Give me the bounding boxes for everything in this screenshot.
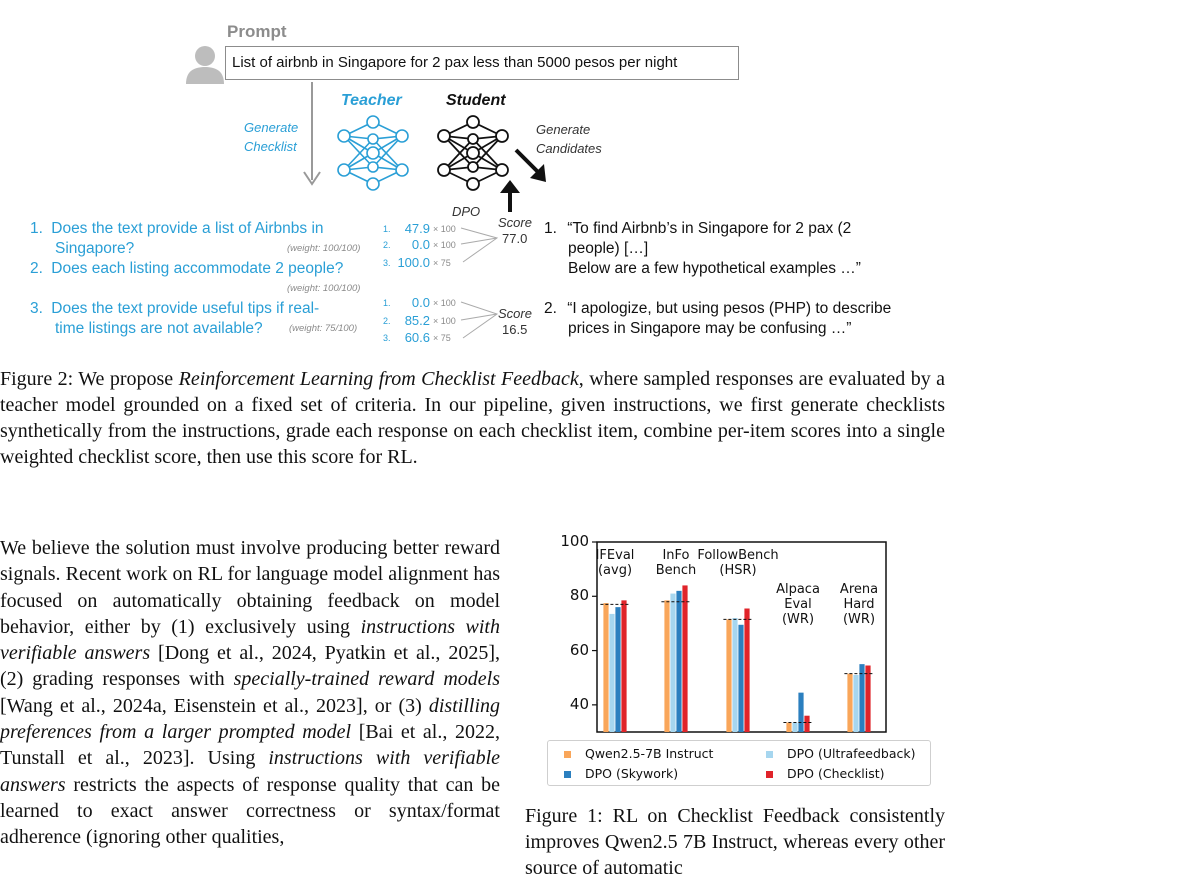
teacher-label: Teacher <box>341 92 402 109</box>
score2-v1: 0.0 <box>411 295 430 310</box>
generate-checklist-label <box>244 118 308 156</box>
legend-item-ultrafeedback <box>766 746 915 761</box>
bar-dpo-skywork- <box>615 607 620 732</box>
bar-dpo-checklist- <box>865 666 870 733</box>
legend-label-ultrafeedback: DPO (Ultrafeedback) <box>787 746 916 761</box>
checklist-item-3 <box>30 299 319 319</box>
chart-legend <box>547 740 931 786</box>
legend-swatch-checklist <box>766 771 773 778</box>
legend-label-skywork: DPO (Skywork) <box>585 766 679 781</box>
y-tick-label: 100 <box>560 532 589 550</box>
checklist-item-2 <box>30 259 343 279</box>
candidate-1-num: 1. <box>544 220 557 237</box>
category-label-line: (HSR) <box>719 563 757 578</box>
category-label-line: Eval <box>784 597 812 612</box>
checklist-item-1 <box>30 219 324 239</box>
bar-qwen2-5-7b-instruct <box>603 603 608 732</box>
body-seg-6: [Bai et al., 2022, Tunstall et al., 2023]. Using <box>0 721 500 770</box>
score1-m2: × 100 <box>433 240 456 250</box>
category-label-line: IFEval <box>595 548 635 563</box>
prompt-box: List of airbnb in Singapore for 2 pax less than 5000 pesos per night <box>225 46 739 80</box>
category-label-line: Hard <box>843 597 875 612</box>
candidate-1-line1: “To find Airbnb’s in Singapore for 2 pax (2 <box>567 220 852 237</box>
score2-n3: 3. <box>383 333 391 343</box>
category-label-line: Arena <box>839 582 879 597</box>
prompt-label: Prompt <box>227 22 287 41</box>
score2-m2: × 100 <box>433 316 456 326</box>
bar-qwen2-5-7b-instruct <box>726 619 731 732</box>
bar-dpo-skywork- <box>798 693 803 732</box>
bar-dpo-ultrafeedback- <box>732 618 737 732</box>
bar-dpo-skywork- <box>859 664 864 732</box>
score2-total: 16.5 <box>502 322 528 337</box>
generate-candidates-line1: Generate <box>536 122 591 137</box>
category-label-line: InFo <box>662 548 690 563</box>
bar-dpo-checklist- <box>744 609 749 733</box>
dpo-label: DPO <box>452 204 481 219</box>
body-seg-0: We believe the solution must involve producing better reward signals. Recent work on RL for language model alignment has focused on automatically obtaining feedback on model behavior, either by (1) exclusively using <box>0 537 500 638</box>
candidate-2-num: 2. <box>544 300 557 317</box>
category-label-line: Alpaca <box>776 582 820 597</box>
bar-dpo-ultrafeedback- <box>853 675 858 732</box>
figure2-caption <box>0 366 945 470</box>
checklist-weight-2: (weight: 100/100) <box>287 283 361 294</box>
legend-item-qwen <box>564 746 713 761</box>
score2-m3: × 75 <box>433 333 451 343</box>
score2-label: Score <box>498 306 532 321</box>
candidate-1-line2: people) […] <box>568 240 649 257</box>
score1-m1: × 100 <box>433 224 456 234</box>
checklist-num-1: 1. <box>30 220 43 237</box>
candidate-1 <box>544 219 861 279</box>
checklist-weight-3: (weight: 75/100) <box>289 323 358 334</box>
figure2-caption-rest: , where sampled responses are evaluated by a teacher model grounded on a fixed set of criteria. In our pipeline, given instructions, we first generate checklists synthetically from the instructions, grade each response on each checklist item, combine per-item scores into a single weighted checklist score, then use this score for RL. <box>0 368 945 468</box>
legend-item-checklist <box>766 766 885 781</box>
checklist-num-2: 2. <box>30 260 43 277</box>
score1-v3: 100.0 <box>397 255 430 270</box>
checklist-text-3a: Does the text provide useful tips if real- <box>51 300 320 317</box>
checklist-text-1b: Singapore? <box>55 240 135 257</box>
figure2-caption-lead: Figure 2: We propose <box>0 368 179 390</box>
generate-candidates-line2: Candidates <box>536 141 602 156</box>
figure1-caption: Figure 1: RL on Checklist Feedback consistently improves Qwen2.5 7B Instruct, whereas every other source of automatic <box>525 805 945 879</box>
checklist-text-2: Does each listing accommodate 2 people? <box>51 260 344 277</box>
score2-v2: 85.2 <box>404 313 430 328</box>
category-label-line: FollowBench <box>697 548 779 563</box>
legend-label-qwen: Qwen2.5-7B Instruct <box>585 746 714 761</box>
score1-n2: 2. <box>383 240 391 250</box>
bar-dpo-checklist- <box>682 585 687 732</box>
category-label-line: (avg) <box>597 563 633 578</box>
category-label-line: (WR) <box>842 612 876 627</box>
checklist-weight-1: (weight: 100/100) <box>287 243 361 254</box>
bar-dpo-ultrafeedback- <box>792 723 797 733</box>
figure2-caption-em: Reinforcement Learning from Checklist Feedback <box>178 368 579 390</box>
y-tick-label: 80 <box>569 586 589 605</box>
y-tick-label: 40 <box>569 694 589 713</box>
score1-n3: 3. <box>383 258 391 268</box>
candidate-2 <box>544 299 891 339</box>
category-label <box>688 548 788 578</box>
checklist-text-1a: Does the text provide a list of Airbnbs in <box>51 220 324 237</box>
category-label-line: Bench <box>655 563 697 578</box>
bar-dpo-skywork- <box>738 625 743 732</box>
checklist-arrow <box>300 80 324 190</box>
bar-dpo-checklist- <box>621 600 626 732</box>
candidate-2-line1: “I apologize, but using pesos (PHP) to describe <box>567 300 892 317</box>
bar-dpo-skywork- <box>676 591 681 732</box>
student-label: Student <box>446 92 506 109</box>
bar-dpo-ultrafeedback- <box>609 614 614 732</box>
bar-qwen2-5-7b-instruct <box>664 600 669 732</box>
y-tick-label: 60 <box>569 640 589 659</box>
body-seg-8: restricts the aspects of response quality that can be learned to exact answer correctness or syntax/format adherence (ignoring other qualities, <box>0 773 500 849</box>
generate-checklist-line1: Generate <box>244 120 299 135</box>
checklist-text-3b: time listings are not available? <box>55 320 263 337</box>
score1-v1: 47.9 <box>404 221 430 236</box>
score1-n1: 1. <box>383 224 391 234</box>
score1-brace <box>455 222 503 268</box>
category-label <box>809 582 909 627</box>
legend-swatch-skywork <box>564 771 571 778</box>
candidate-2-line2: prices in Singapore may be confusing …” <box>568 320 852 337</box>
bar-qwen2-5-7b-instruct <box>847 674 852 732</box>
generate-checklist-line2: Checklist <box>244 139 297 154</box>
score1-label: Score <box>498 215 532 230</box>
bar-dpo-ultrafeedback- <box>670 594 675 732</box>
dpo-arrow <box>498 180 522 214</box>
body-seg-7: instructions with verifiable answers <box>0 747 501 796</box>
body-seg-3: specially-trained reward models <box>233 668 500 691</box>
score1-m3: × 75 <box>433 258 451 268</box>
body-seg-1: instructions with verifiable answers <box>0 615 500 665</box>
user-icon <box>184 44 226 86</box>
score2-m1: × 100 <box>433 298 456 308</box>
score2-brace <box>455 298 503 344</box>
category-label-line: (WR) <box>781 612 815 627</box>
score2-n2: 2. <box>383 316 391 326</box>
legend-item-skywork <box>564 766 678 781</box>
score2-v3: 60.6 <box>404 330 430 345</box>
score1-total: 77.0 <box>502 231 528 246</box>
legend-label-checklist: DPO (Checklist) <box>787 766 885 781</box>
bar-qwen2-5-7b-instruct <box>786 723 791 733</box>
checklist-num-3: 3. <box>30 300 43 317</box>
bar-dpo-checklist- <box>804 716 809 732</box>
body-seg-5: distilling preferences from a larger prompted model <box>0 694 500 744</box>
body-paragraph <box>0 535 500 851</box>
candidate-1-line3: Below are a few hypothetical examples …” <box>568 260 861 277</box>
legend-swatch-qwen <box>564 751 571 758</box>
legend-swatch-ultrafeedback <box>766 751 773 758</box>
body-seg-2: [Dong et al., 2024, Pyatkin et al., 2025], (2) grading responses with <box>0 642 500 691</box>
body-seg-4: [Wang et al., 2024a, Eisenstein et al., 2023], or (3) <box>0 694 429 717</box>
score1-v2: 0.0 <box>411 237 430 252</box>
teacher-network-icon <box>334 114 412 192</box>
score2-n1: 1. <box>383 298 391 308</box>
